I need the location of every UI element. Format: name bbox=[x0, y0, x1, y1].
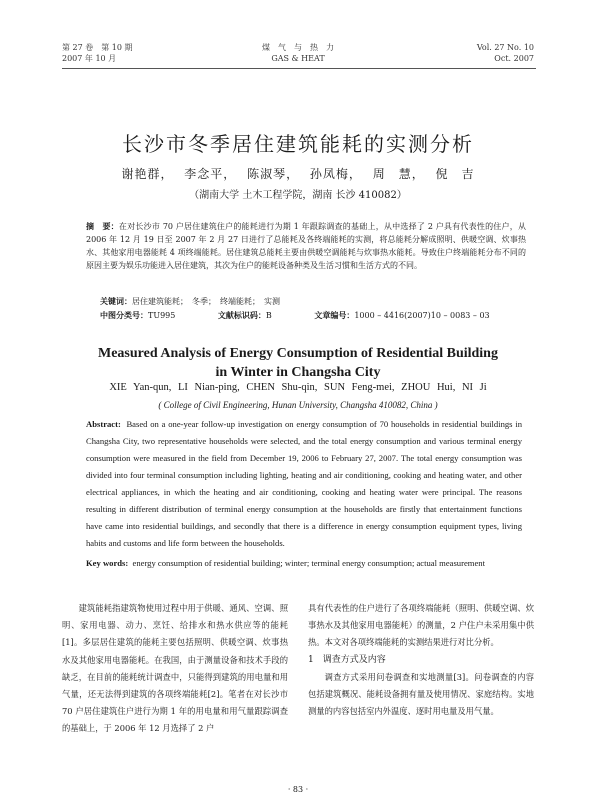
date-cn: 2007 年 10 月 bbox=[62, 54, 117, 63]
body-left-column bbox=[62, 600, 288, 738]
authors-en: XIE Yan-qun, LI Nian-ping, CHEN Shu-qin, SUN Feng-mei, ZHOU Hui, NI Ji bbox=[109, 382, 487, 393]
abstract-cn-label: 摘 要： bbox=[86, 221, 119, 231]
header-rule bbox=[62, 68, 536, 69]
affiliation-cn: （湖南大学 土木工程学院，湖南 长沙 410082） bbox=[189, 190, 407, 201]
abstract-en bbox=[86, 416, 522, 552]
doc-code-item bbox=[218, 311, 292, 320]
title-cn: 长沙市冬季居住建筑能耗的实测分析 bbox=[122, 132, 474, 156]
header-right bbox=[477, 42, 534, 64]
keywords-cn-label: 关键词： bbox=[100, 296, 132, 306]
abstract-cn-text: 在对长沙市 70 户居住建筑住户的能耗进行为期 1 年跟踪调查的基础上，从中选择了 2 户具有代表性的住户，从 2006 年 12 月 19 日至 2007 年 2 月 27 日进行了总能耗及各终端能耗的实测，将总能耗分解成照明、供暖空调、炊事热水、其他家用电器能耗 4 项终端能耗。居住建筑总能耗主要由供暖空调能耗与炊事热水能耗。导致住户终端能耗分布不同的原因主要为娱乐功能进入居住建筑，其次为住户的能耗设备种类及生活习惯和生活方式的不同。 bbox=[86, 222, 526, 270]
body-paragraph: 具有代表性的住户进行了各项终端能耗（照明、供暖空调、炊事热水及其他家用电器能耗）的测量，2 户住户未采用集中供热。本文对各项终端能耗的实测结果进行对比分析。 bbox=[308, 603, 534, 648]
keywords-cn bbox=[100, 296, 280, 307]
clc-item bbox=[100, 311, 195, 320]
body-paragraph: 调查方式采用问卷调查和实地测量[3]。问卷调查的内容包括建筑概况、能耗设备拥有量及使用情况、家庭结构。实地测量的内容包括室内外温度、逐时用电量及用气量。 bbox=[308, 671, 534, 717]
classification-line bbox=[100, 310, 530, 321]
keywords-cn-text: 居住建筑能耗； 冬季； 终端能耗； 实测 bbox=[132, 297, 280, 306]
abstract-cn bbox=[86, 220, 526, 272]
journal-cn: 煤 气 与 热 力 bbox=[262, 43, 334, 52]
doc-code-label: 文献标识码： bbox=[217, 310, 266, 320]
volume-en: Vol. 27 No. 10 bbox=[476, 43, 534, 52]
date-en: Oct. 2007 bbox=[494, 54, 534, 63]
article-number-item bbox=[314, 311, 509, 320]
keywords-en-text: energy consumption of residential building; winter; terminal energy consumption; actual measurement bbox=[132, 558, 485, 568]
keywords-en bbox=[86, 556, 526, 571]
body-right-column bbox=[308, 600, 534, 720]
authors-cn: 谢艳群， 李念平， 陈淑琴， 孙凤梅， 周 慧， 倪 吉 bbox=[121, 167, 475, 181]
page-number: · 83 · bbox=[287, 785, 309, 794]
abstract-en-label: Abstract: bbox=[86, 419, 121, 429]
doc-code-value: B bbox=[265, 311, 272, 320]
abstract-en-text: Based on a one-year follow-up investigation on energy consumption of 70 households in residential buildings in Changsha City, two representative households were selected, and the total energy consumption and various terminal energy consumption were measured in the field from December 19, 2006 to February 27, 2007. The total energy consumption was divided into four terminal consumption including lighting, heating and air conditioning, cooking and heating water, and other electrical appliances, in which the heating and air conditioning, cooking and heating water were principal. The reasons resulting in different distribution of terminal energy consumption at the households are firstly that entertainment functions have came into residential buildings, and secondly that there is a difference in energy consumption equipment types, living habits and customs and life form between the households. bbox=[86, 419, 523, 548]
clc-label: 中图分类号： bbox=[100, 310, 148, 320]
clc-value: TU995 bbox=[148, 311, 176, 320]
article-number-value: 1000 – 4416(2007)10 – 0083 – 03 bbox=[354, 311, 490, 320]
volume-cn: 第 27 卷 第 10 期 bbox=[62, 43, 133, 52]
title-en bbox=[0, 344, 596, 382]
keywords-en-label: Key words: bbox=[86, 558, 129, 568]
journal-en: GAS & HEAT bbox=[271, 54, 325, 63]
title-en-line2: in Winter in Changsha City bbox=[215, 365, 381, 380]
section-heading: 1 调查方式及内容 bbox=[308, 654, 386, 665]
title-en-line1: Measured Analysis of Energy Consumption of Residential Building bbox=[98, 346, 498, 361]
article-number-label: 文章编号： bbox=[314, 310, 355, 320]
body-paragraph: 建筑能耗指建筑物使用过程中用于供暖、通风、空调、照明、家用电器、动力、烹饪、给排水和热水供应等的能耗[1]。多层居住建筑的能耗主要包括照明、供暖空调、炊事热水及其他家用电器能耗。在我国，由于测量设备和技术手段的缺乏，在目前的能耗统计调查中，只能得到建筑的用电量和用气量，还无法得到建筑的各项终端能耗[2]。笔者在对长沙市 70 户居住建筑住户进行为期 1 年的用电量和用气量跟踪调查的基础上，于 2006 年 12 月选择了 2 户 bbox=[62, 603, 288, 734]
affiliation-en: ( College of Civil Engineering, Hunan University, Changsha 410082, China ) bbox=[158, 400, 438, 410]
